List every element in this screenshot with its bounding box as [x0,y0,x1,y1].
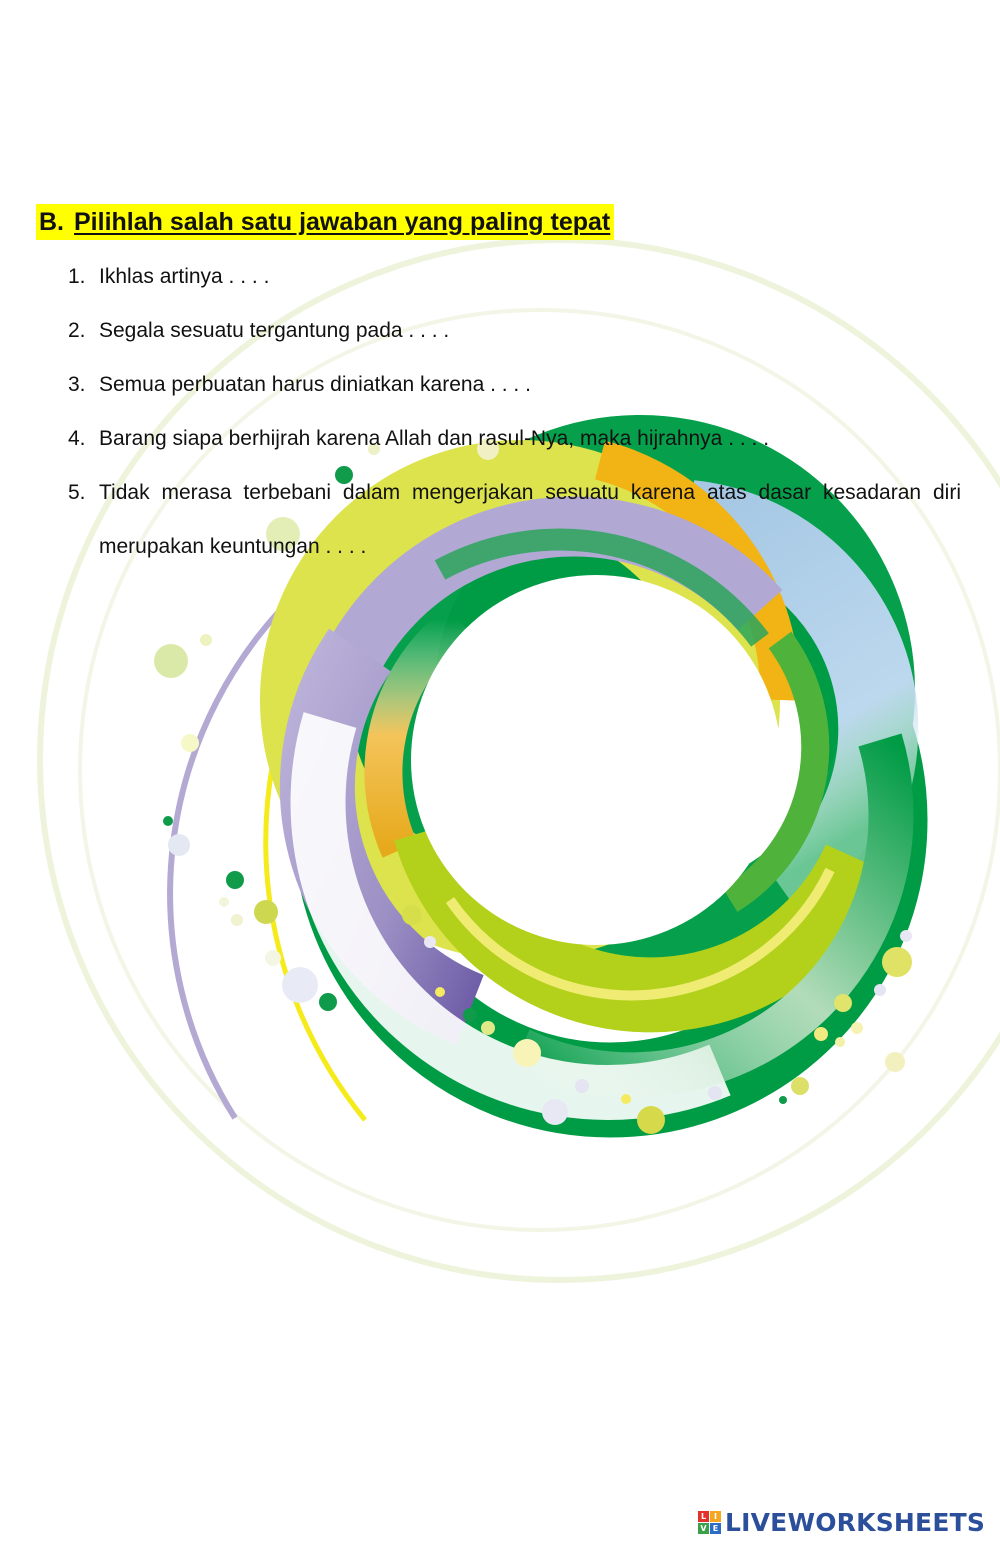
question-2 [68,304,961,358]
logo-mark-letter: L [698,1511,709,1522]
section-letter: B. [39,207,64,236]
question-text: Semua perbuatan harus diniatkan karena . . . . [99,373,531,396]
question-number: 5. [68,481,86,504]
logo-mark-letter: I [710,1511,721,1522]
question-4 [68,412,961,466]
section-title: Pilihlah salah satu jawaban yang paling tepat [74,207,611,236]
question-number: 3. [68,373,86,396]
question-number: 2. [68,319,86,342]
question-text: Segala sesuatu tergantung pada . . . . [99,319,450,342]
question-text: Ikhlas artinya . . . . [99,265,270,288]
logo-text: LIVEWORKSHEETS [725,1507,986,1537]
question-1 [68,250,961,304]
question-3 [68,358,961,412]
logo-mark-letter: E [710,1523,721,1534]
question-text: Tidak merasa terbebani dalam mengerjakan sesuatu karena atas dasar kesadaran diri merupakan keuntungan . . . . [99,481,961,558]
section-heading [36,204,614,240]
logo-mark-icon [698,1511,721,1534]
question-text: Barang siapa berhijrah karena Allah dan rasul-Nya, maka hijrahnya . . . . [99,427,770,450]
liveworksheets-logo[interactable] [698,1504,985,1540]
question-number: 4. [68,427,86,450]
question-number: 1. [68,265,86,288]
logo-mark-letter: V [698,1523,709,1534]
question-5 [68,466,961,574]
